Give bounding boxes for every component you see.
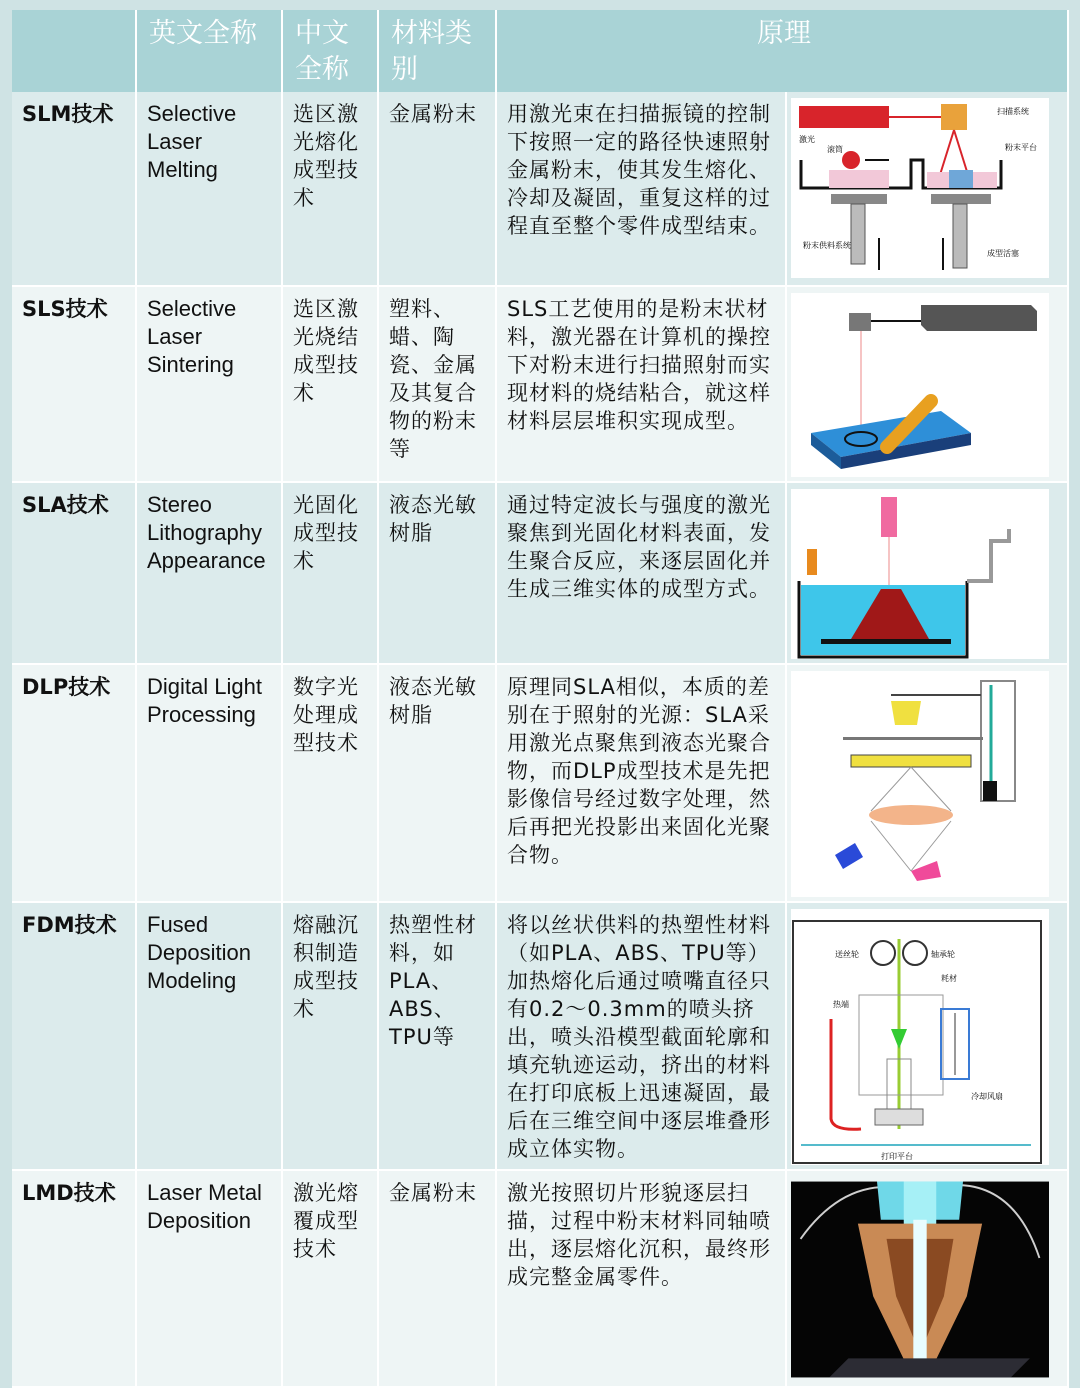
abbr-cell: SLA技术 <box>12 482 136 664</box>
material-cell: 塑料、蜡、陶瓷、金属及其复合物的粉末等 <box>378 286 496 482</box>
process-comparison-table-frame <box>12 10 1068 1375</box>
dlp-diagram-cell <box>786 664 1068 902</box>
diagram-label: 粉末平台 <box>1005 143 1037 152</box>
table-row-fdm <box>12 902 1068 1170</box>
header-principle: 原理 <box>496 10 1068 92</box>
diagram-label: 冷却风扇 <box>971 1092 1003 1101</box>
diagram-label: 热端 <box>833 1000 849 1009</box>
dlp-diagram <box>791 671 1049 897</box>
material-cell: 热塑性材料，如PLA、ABS、TPU等 <box>378 902 496 1170</box>
table-row-slm <box>12 92 1068 286</box>
fdm-diagram-cell <box>786 902 1068 1170</box>
english-name-cell: Fused Deposition Modeling <box>136 902 282 1170</box>
principle-cell: 用激光束在扫描振镜的控制下按照一定的路径快速照射金属粉末，使其发生熔化、冷却及凝固，重复这样的过程直至整个零件成型结束。 <box>496 92 786 286</box>
abbr-cell: SLM技术 <box>12 92 136 286</box>
principle-cell: 将以丝状供料的热塑性材料（如PLA、ABS、TPU等）加热熔化后通过喷嘴直径只有0.2～0.3mm的喷头挤出，喷头沿模型截面轮廓和填充轨迹运动，挤出的材料在打印底板上迅速凝固，最后在三维空间中逐层堆叠形成立体实物。 <box>496 902 786 1170</box>
principle-cell: 原理同SLA相似，本质的差别在于照射的光源：SLA采用激光点聚焦到液态光聚合物，而DLP成型技术是先把影像信号经过数字处理，然后再把光投影出来固化光聚合物。 <box>496 664 786 902</box>
chinese-name-cell: 选区激光熔化成型技术 <box>282 92 378 286</box>
lmd-nozzle-illustration <box>791 1177 1049 1382</box>
diagram-label: 耗材 <box>941 974 957 983</box>
abbr-cell: SLS技术 <box>12 286 136 482</box>
chinese-name-cell: 光固化成型技术 <box>282 482 378 664</box>
diagram-label: 激光 <box>799 135 815 144</box>
english-name-cell: Selective Laser Melting <box>136 92 282 286</box>
english-name-cell: Laser Metal Deposition <box>136 1170 282 1387</box>
sla-diagram-cell <box>786 482 1068 664</box>
material-cell: 金属粉末 <box>378 1170 496 1387</box>
fdm-diagram <box>791 909 1049 1165</box>
table-row-sls <box>12 286 1068 482</box>
diagram-label: 粉末供料系统 <box>803 241 851 250</box>
table-row-dlp <box>12 664 1068 902</box>
material-cell: 金属粉末 <box>378 92 496 286</box>
am-process-table <box>12 10 1069 1388</box>
chinese-name-cell: 数字光处理成型技术 <box>282 664 378 902</box>
sls-diagram-cell <box>786 286 1068 482</box>
diagram-label: 送丝轮 <box>835 950 859 959</box>
lmd-diagram-cell <box>786 1170 1068 1387</box>
diagram-label: 打印平台 <box>881 1152 913 1161</box>
diagram-label: 扫描系统 <box>997 107 1029 116</box>
header-material: 材料类别 <box>378 10 496 92</box>
header-chinese-name: 中文全称 <box>282 10 378 92</box>
abbr-cell: FDM技术 <box>12 902 136 1170</box>
principle-cell: 激光按照切片形貌逐层扫描，过程中粉末材料同轴喷出，逐层熔化沉积，最终形成完整金属零件。 <box>496 1170 786 1387</box>
abbr-cell: LMD技术 <box>12 1170 136 1387</box>
material-cell: 液态光敏树脂 <box>378 664 496 902</box>
principle-cell: SLS工艺使用的是粉末状材料，激光器在计算机的操控下对粉末进行扫描照射而实现材料的烧结粘合，就这样材料层层堆积实现成型。 <box>496 286 786 482</box>
chinese-name-cell: 选区激光烧结成型技术 <box>282 286 378 482</box>
english-name-cell: Digital Light Processing <box>136 664 282 902</box>
sls-diagram <box>791 293 1049 477</box>
table-row-sla <box>12 482 1068 664</box>
diagram-label: 轴承轮 <box>931 950 955 959</box>
english-name-cell: Selective Laser Sintering <box>136 286 282 482</box>
slm-diagram-cell <box>786 92 1068 286</box>
material-cell: 液态光敏树脂 <box>378 482 496 664</box>
principle-cell: 通过特定波长与强度的激光聚焦到光固化材料表面，发生聚合反应，来逐层固化并生成三维实体的成型方式。 <box>496 482 786 664</box>
diagram-label: 滚筒 <box>827 145 843 154</box>
header-abbr <box>12 10 136 92</box>
header-english-name: 英文全称 <box>136 10 282 92</box>
english-name-cell: Stereo Lithography Appearance <box>136 482 282 664</box>
chinese-name-cell: 熔融沉积制造成型技术 <box>282 902 378 1170</box>
diagram-label: 成型活塞 <box>987 249 1019 258</box>
chinese-name-cell: 激光熔覆成型技术 <box>282 1170 378 1387</box>
table-row-lmd <box>12 1170 1068 1387</box>
abbr-cell: DLP技术 <box>12 664 136 902</box>
sla-diagram <box>791 489 1049 659</box>
header-row <box>12 10 1068 92</box>
slm-diagram <box>791 98 1049 278</box>
